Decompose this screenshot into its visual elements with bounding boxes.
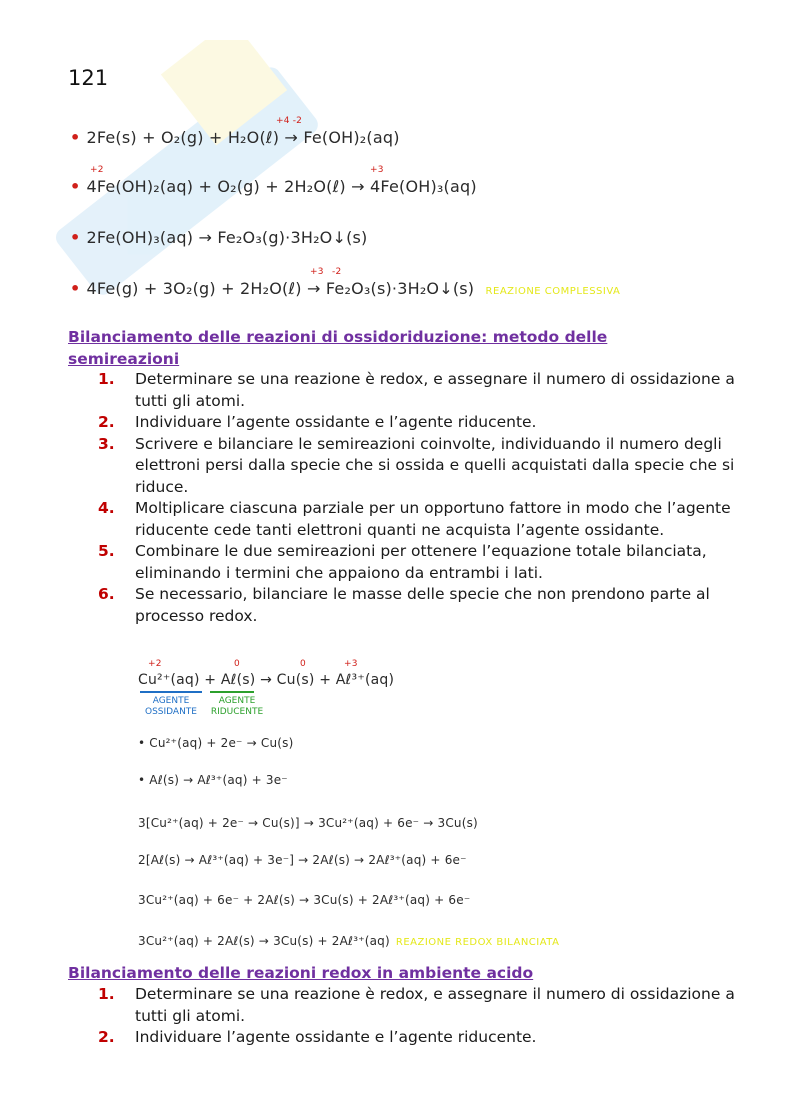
equation-2: • 4Fe(OH)₂(aq) + O₂(g) + 2H₂O(ℓ) → 4Fe(OH)₃(aq) +2 +3 bbox=[70, 165, 477, 196]
overall-reaction-note: REAZIONE COMPLESSIVA bbox=[485, 286, 621, 297]
agent-reductant-label: AGENTE RIDUCENTE bbox=[210, 696, 264, 717]
underline-oxidant bbox=[140, 691, 202, 693]
agent-oxidant-label: AGENTE OSSIDANTE bbox=[144, 696, 197, 717]
equation-3: • 2Fe(OH)₃(aq) → Fe₂O₃(g)·3H₂O↓(s) bbox=[70, 228, 368, 247]
example-main-equation: Cu²⁺(aq) + Aℓ(s) → Cu(s) + Aℓ³⁺(aq) +2 0 0 +3 bbox=[138, 659, 395, 688]
balanced-note: REAZIONE REDOX BILANCIATA bbox=[395, 937, 560, 948]
equation-4: • 4Fe(g) + 3O₂(g) + 2H₂O(ℓ) → Fe₂O₃(s)·3H₂O↓(s) REAZIONE COMPLESSIVA +3 -2 bbox=[70, 267, 621, 298]
list-item: 2. Individuare l’agente ossidante e l’agente riducente. bbox=[98, 413, 537, 431]
half-reaction-oxidation: • Aℓ(s) → Aℓ³⁺(aq) + 3e⁻ bbox=[138, 773, 288, 787]
list-item: 6. Se necessario, bilanciare le masse delle specie che non prendono parte al processo redox. bbox=[98, 585, 710, 625]
balanced-equation: 3Cu²⁺(aq) + 2Aℓ(s) → 3Cu(s) + 2Aℓ³⁺(aq) REAZIONE REDOX BILANCIATA bbox=[138, 934, 560, 948]
page-number: 121 bbox=[68, 66, 109, 90]
multiplied-oxidation: 2[Aℓ(s) → Aℓ³⁺(aq) + 3e⁻] → 2Aℓ(s) → 2Aℓ³⁺(aq) + 6e⁻ bbox=[138, 853, 467, 867]
steps-list-ambiente-acido bbox=[98, 984, 738, 1049]
list-item: 1. Determinare se una reazione è redox, e assegnare il numero di ossidazione a tutti gli atomi. bbox=[98, 370, 735, 410]
list-item: 3. Scrivere e bilanciare le semireazioni coinvolte, individuando il numero degli elettroni persi dalla specie che si ossida e quelli acquistati dalla specie che si riduce. bbox=[98, 434, 735, 496]
list-item: 1. Determinare se una reazione è redox, e assegnare il numero di ossidazione a tutti gli atomi. bbox=[98, 985, 735, 1025]
list-item: 4. Moltiplicare ciascuna parziale per un opportuno fattore in modo che l’agente riducente cede tanti elettroni quanti ne acquista l’agente ossidante. bbox=[98, 499, 731, 539]
section-title-ambiente-acido: Bilanciamento delle reazioni redox in ambiente acido bbox=[68, 964, 534, 982]
list-item: 5. Combinare le due semireazioni per ottenere l’equazione totale bilanciata, eliminando i termini che appaiono da entrambi i lati. bbox=[98, 542, 707, 582]
list-item: 2. Individuare l’agente ossidante e l’agente riducente. bbox=[98, 1028, 537, 1046]
multiplied-reduction: 3[Cu²⁺(aq) + 2e⁻ → Cu(s)] → 3Cu²⁺(aq) + 6e⁻ → 3Cu(s) bbox=[138, 816, 478, 830]
equation-1: • 2Fe(s) + O₂(g) + H₂O(ℓ) → Fe(OH)₂(aq) +4 -2 bbox=[70, 116, 400, 147]
steps-list-semireazioni bbox=[98, 369, 738, 627]
underline-reductant bbox=[210, 691, 254, 693]
section-title-semireazioni: Bilanciamento delle reazioni di ossidoriduzione: metodo delle semireazioni bbox=[68, 328, 608, 368]
combined-equation: 3Cu²⁺(aq) + 6e⁻ + 2Aℓ(s) → 3Cu(s) + 2Aℓ³⁺(aq) + 6e⁻ bbox=[138, 893, 471, 907]
half-reaction-reduction: • Cu²⁺(aq) + 2e⁻ → Cu(s) bbox=[138, 736, 294, 750]
